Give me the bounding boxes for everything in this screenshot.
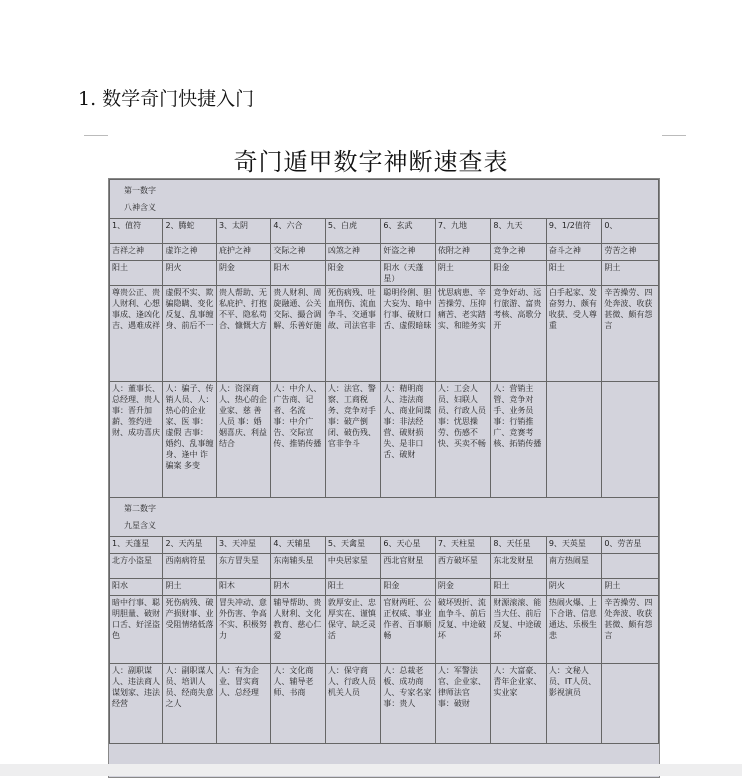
meaning-cell: 死伤病残、吐血刑伤、流血争斗、交通事故、司法官非 <box>325 286 380 382</box>
header-cell: 6、天心星 <box>381 537 435 554</box>
table-title: 奇门遁甲数字神断速查表 <box>233 148 509 176</box>
header-cell: 0、劳苦星 <box>602 537 659 554</box>
section2-label: 第二数字 九星含义 <box>110 498 659 537</box>
meaning-cell: 冒失冲动、意外伤害、争高不实、积极努力 <box>216 596 270 664</box>
people-cell: 人：骗子、传销人员、人：热心的企业家、医 事：虚假 吉事：婚约、乱事缠身、逢中 诈骗案 多变 <box>163 382 216 498</box>
people-cell: 人：文秘人员、IT人员、影视演员 <box>546 664 601 744</box>
header-cell: 5、白虎 <box>325 219 380 244</box>
element-cell: 阴火 <box>546 579 601 596</box>
element-cell: 阴金 <box>435 579 490 596</box>
god-cell: 凶煞之神 <box>325 244 380 261</box>
meaning-cell: 财源滚滚、能当大任、前后反复、中途破坏 <box>491 596 546 664</box>
region-cell: 南方热闹星 <box>546 554 601 579</box>
people-cell: 人：有为企业、冒实商人、总经理 <box>216 664 270 744</box>
region-cell: 北方小盗星 <box>110 554 163 579</box>
header-cell: 5、天禽星 <box>325 537 380 554</box>
people-cell: 人：副职谋人员、培训人员、经商失意之人 <box>163 664 216 744</box>
people-cell: 人：军警法官、企业家、律师法官 事：破财 <box>435 664 490 744</box>
divider-right <box>662 135 686 136</box>
people-cell: 人：董事长、总经理、贵人 事：晋升加薪、签约进财、成功喜庆 <box>110 382 163 498</box>
people-cell: 人：大富豪、青年企业家、实业家 <box>491 664 546 744</box>
meaning-cell: 尊贵公正、贵人财利、心想事成、逢凶化吉、遇难成祥 <box>110 286 163 382</box>
region-cell: 西方破坏星 <box>435 554 490 579</box>
region-cell: 西北官财星 <box>381 554 435 579</box>
region-cell: 中央居家星 <box>325 554 380 579</box>
element-cell: 阳木 <box>271 261 325 286</box>
element-cell: 阳土 <box>110 261 163 286</box>
header-cell: 4、天辅星 <box>271 537 325 554</box>
element-cell: 阳木 <box>216 579 270 596</box>
header-cell: 7、九地 <box>435 219 490 244</box>
people-cell: 人：法官、警察、工商税务、竞争对手 事：破产倒闭、破伤残、官非争斗 <box>325 382 380 498</box>
god-cell: 奸盗之神 <box>381 244 435 261</box>
element-cell: 阳金 <box>491 261 546 286</box>
element-cell: 阴火 <box>163 261 216 286</box>
meaning-cell: 辛苦操劳、四处奔波、收获甚微、颇有怨言 <box>602 286 659 382</box>
god-cell: 交际之神 <box>271 244 325 261</box>
people-cell: 人：营销主管、竞争对手、业务员 事：行销推广、竞赛考核、拓销传播 <box>491 382 546 498</box>
people-cell: 人：工会人员、妇联人员、行政人员 事：忧思操劳、伤感不快、买卖不畅 <box>435 382 490 498</box>
header-cell: 3、太阴 <box>216 219 270 244</box>
region-cell <box>602 554 659 579</box>
meaning-cell: 暗中行事、聪明胆量、破财口舌、好淫盗色 <box>110 596 163 664</box>
element-cell: 阳土 <box>325 579 380 596</box>
section1-label: 第一数字 八神含义 <box>110 180 659 219</box>
meaning-cell: 白手起家、发奋努力、颇有收获、受人尊重 <box>546 286 601 382</box>
people-cell: 人：资深商人、热心的企业家、慈 善人员 事：婚姻喜庆、利益结合 <box>216 382 270 498</box>
header-cell: 4、六合 <box>271 219 325 244</box>
meaning-cell: 贵人财利、周旋融通、公关交际、撮合调解、乐善好施 <box>271 286 325 382</box>
element-cell: 阳土 <box>546 261 601 286</box>
god-cell: 虚诈之神 <box>163 244 216 261</box>
people-cell <box>546 382 601 498</box>
people-cell: 人：副职谋人、违法商人谋划家、违法经营 <box>110 664 163 744</box>
region-cell: 西南病符星 <box>163 554 216 579</box>
element-cell: 阳土 <box>491 579 546 596</box>
god-cell: 竞争之神 <box>491 244 546 261</box>
divider-left <box>84 135 108 136</box>
meaning-cell: 忧思病患、辛苦操劳、压抑痛苦、老实踏实、和睦务实 <box>435 286 490 382</box>
people-cell <box>602 382 659 498</box>
element-cell: 阳水（天蓬星） <box>381 261 435 286</box>
header-cell: 9、1/2值符 <box>546 219 601 244</box>
meaning-cell: 死伤病残、破产损财事、业受阻情绪低落 <box>163 596 216 664</box>
header-cell: 9、天英星 <box>546 537 601 554</box>
section-heading: 1. 数学奇门快捷入门 <box>78 88 255 110</box>
quick-reference-table <box>108 178 660 778</box>
god-cell: 吉祥之神 <box>110 244 163 261</box>
people-cell: 人：精明商人、违法商人、商业间谍 事：非法经营、破财损失、是非口舌、破财 <box>381 382 435 498</box>
element-cell: 阴金 <box>216 261 270 286</box>
meaning-cell: 聪明伶俐、胆大妄为、暗中行事、破财口舌、虚假暗昧 <box>381 286 435 382</box>
people-cell: 人：中介人、广告商、记者、名流 事：中介广告、交际宣传、推销传播 <box>271 382 325 498</box>
element-cell: 阴土 <box>435 261 490 286</box>
people-cell <box>602 664 659 744</box>
people-cell: 人：总裁老板、成功商人、专家名家 事：贵人 <box>381 664 435 744</box>
meaning-cell: 敦厚安止、忠厚实在、谨慎保守、缺乏灵活 <box>325 596 380 664</box>
meaning-cell: 热闹火爆、上下合谐、信息通达、乐极生悲 <box>546 596 601 664</box>
header-cell: 8、九天 <box>491 219 546 244</box>
element-cell: 阴土 <box>602 261 659 286</box>
element-cell: 阴土 <box>602 579 659 596</box>
people-cell: 人：文化商人、辅导老师、书商 <box>271 664 325 744</box>
meaning-cell: 破坏毁折、流血争斗、前后反复、中途破坏 <box>435 596 490 664</box>
region-cell: 东南辅头星 <box>271 554 325 579</box>
meaning-cell: 辛苦操劳、四处奔波、收获甚微、颇有怨言 <box>602 596 659 664</box>
meaning-cell: 官财两旺、公正权威、事业作者、百事顺畅 <box>381 596 435 664</box>
bottom-bar <box>0 764 742 776</box>
element-cell: 阴木 <box>271 579 325 596</box>
element-cell: 阳金 <box>381 579 435 596</box>
header-cell: 3、天冲星 <box>216 537 270 554</box>
element-cell: 阴土 <box>163 579 216 596</box>
header-cell: 6、玄武 <box>381 219 435 244</box>
god-cell: 奋斗之神 <box>546 244 601 261</box>
meaning-cell: 贵人帮助、无私庇护、打抱不平、隐私苟合、慷慨大方 <box>216 286 270 382</box>
region-cell: 东方冒失星 <box>216 554 270 579</box>
header-cell: 7、天柱星 <box>435 537 490 554</box>
header-cell: 1、值符 <box>110 219 163 244</box>
header-cell: 2、天芮星 <box>163 537 216 554</box>
meaning-cell: 竞争好动、远行旅游、富贵考核、高歌分开 <box>491 286 546 382</box>
god-cell: 庇护之神 <box>216 244 270 261</box>
meaning-cell: 辅导帮助、贵人财利、文化教育、慈心仁爱 <box>271 596 325 664</box>
people-cell: 人：保守商人、行政人员机关人员 <box>325 664 380 744</box>
region-cell: 东北发财星 <box>491 554 546 579</box>
header-cell: 1、天蓬星 <box>110 537 163 554</box>
header-cell: 0、 <box>602 219 659 244</box>
header-cell: 2、腾蛇 <box>163 219 216 244</box>
element-cell: 阳金 <box>325 261 380 286</box>
meaning-cell: 虚假不实、欺骗隐瞒、变化反复、乱事缠身、前后不一 <box>163 286 216 382</box>
header-cell: 8、天任星 <box>491 537 546 554</box>
god-cell: 劳苦之神 <box>602 244 659 261</box>
god-cell: 依附之神 <box>435 244 490 261</box>
element-cell: 阳水 <box>110 579 163 596</box>
